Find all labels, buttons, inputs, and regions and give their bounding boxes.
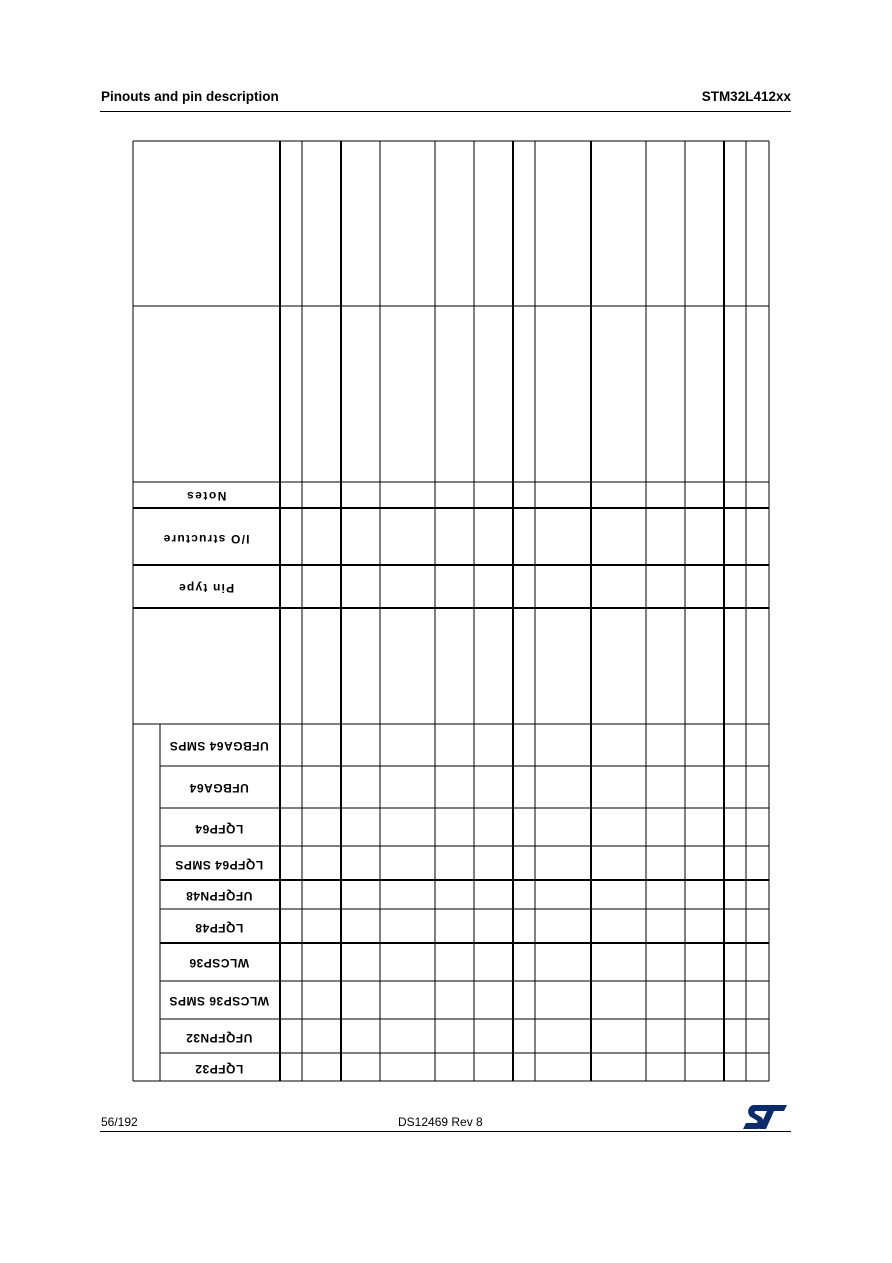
package-label: WLCSP36 [188, 955, 250, 970]
package-label: UFBGA64 [189, 780, 249, 795]
row-label-pin-type: Pin type [177, 580, 235, 595]
document-revision: DS12469 Rev 8 [398, 1115, 483, 1129]
package-label: UFQFPN48 [185, 888, 253, 903]
package-label: LQFP64 SMPS [174, 857, 264, 872]
package-label: LQFP48 [194, 920, 244, 935]
package-label: UFQFPN32 [185, 1030, 253, 1045]
package-label: WLCSP36 SMPS [168, 993, 270, 1008]
section-title: Pinouts and pin description [101, 89, 279, 104]
table-labels [163, 489, 269, 1076]
package-label: LQFP32 [194, 1061, 244, 1076]
package-label: LQFP64 [194, 821, 244, 836]
row-label-notes: Notes [185, 488, 227, 503]
package-label: UFBGA64 SMPS [169, 738, 269, 753]
row-label-io-structure: I/O structure [162, 531, 250, 546]
page-number: 56/192 [101, 1115, 138, 1129]
table-grid [133, 141, 769, 1081]
st-logo-icon [742, 1104, 788, 1130]
document-part-number: STM32L412xx [701, 89, 791, 104]
footer-rule [100, 1131, 791, 1132]
